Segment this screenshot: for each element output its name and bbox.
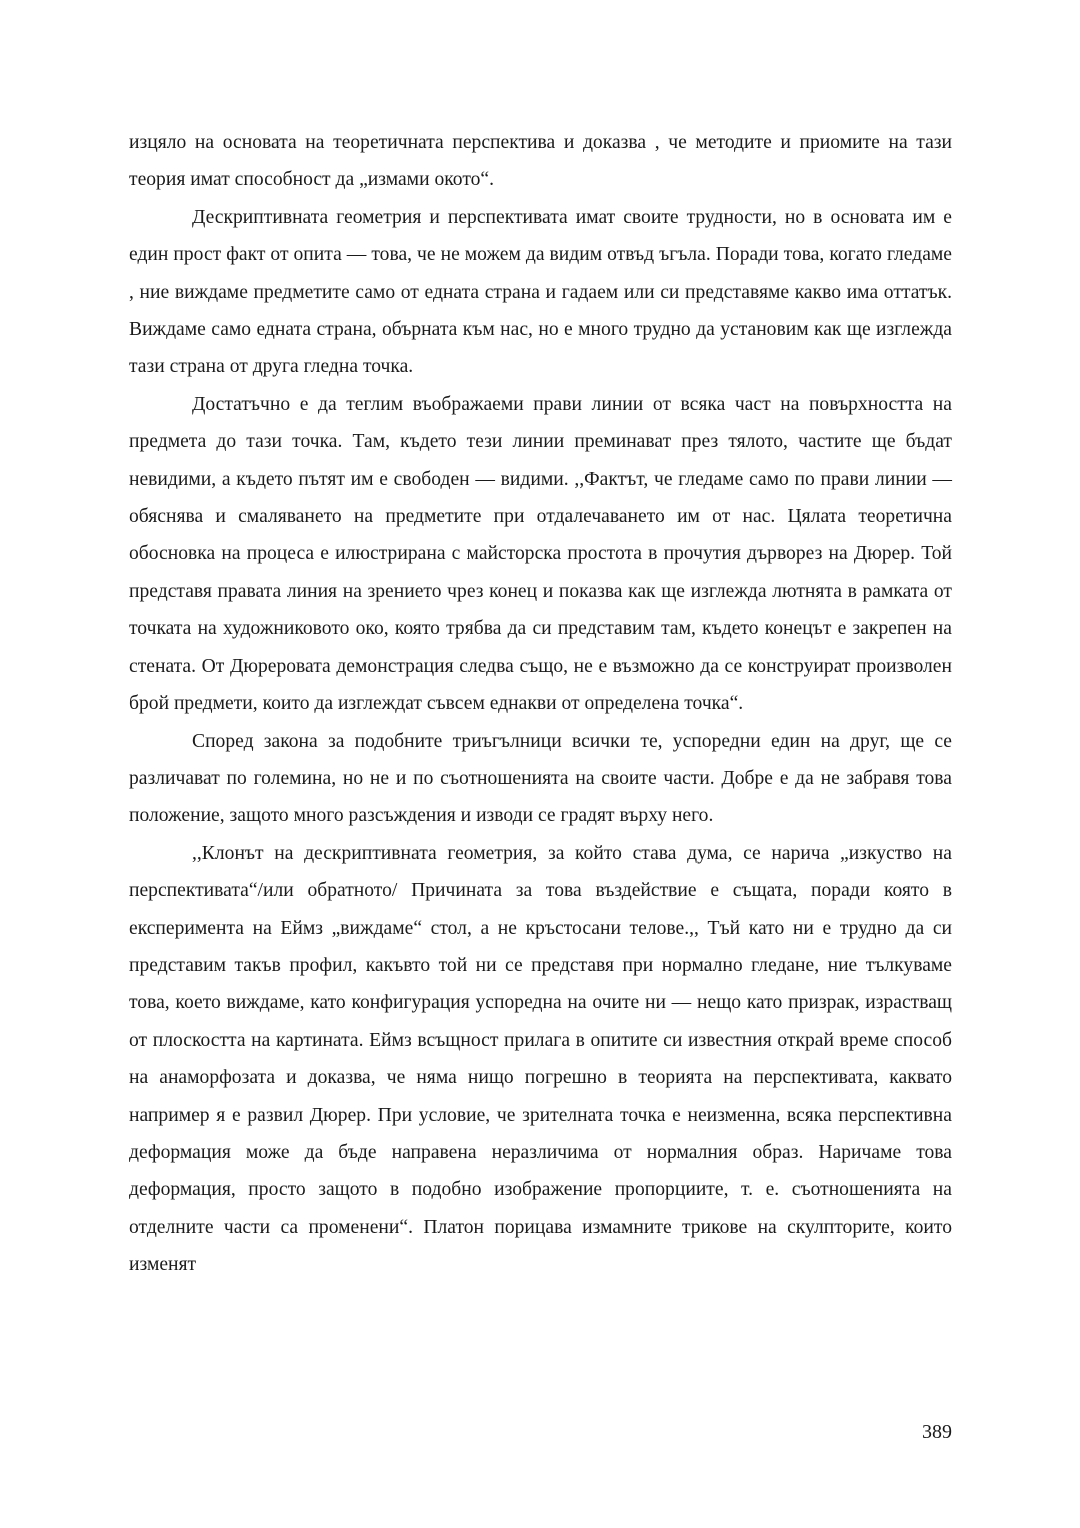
paragraph-imaginary-lines: Достатъчно е да теглим въображаеми прави линии от всяка част на повърхността на предмета до тази точка. Там, където тези линии преминават през тялото, частите ще бъдат невидими, а където пътят им е свободен — видими. ,,Фактът, че гледаме само по прави линии — обяснява и смаляването на предметите при отдалечаването им от нас. Цялата теоретична обосновка на процеса е илюстрирана с майсторска простота в прочутия дърворез на Дюрер. Той представя правата линия на зрението чрез конец и показва как ще изглежда лютнята в рамката от точката на художниковото око, която трябва да си представим там, където конецът е закрепен на стената. От Дюреровата демонстрация следва също, не е възможно да се конструират произволен брой предмети, които да изглеждат съвсем еднакви от определена точка“.: [129, 393, 952, 715]
page-number: 389: [922, 1421, 952, 1443]
paragraph-art-of-perspective: ,,Клонът на дескриптивната геометрия, за който става дума, се нарича „изкуство на перспективата“/или обратното/ Причината за това въздействие е същата, поради която в експеримента на Еймз „виждаме“ стол, а не кръстосани телове.,, Тъй като ни е трудно да си представим такъв профил, какъвто той ни се представя при нормално гледане, ние тълкуваме това, което виждаме, като конфигурация успоредна на очите ни — нещо като призрак, израстващ от плоскостта на картината. Еймз всъщност прилага в опитите си известния открай време способ на анаморфозата и доказва, че няма нищо погрешно в теорията на перспективата, каквато например я е развил Дюрер. При условие, че зрителната точка е неизменна, всяка перспективна деформация може да бъде направена неразличима от нормалния образ. Наричаме това деформация, просто защото в подобно изображение пропорциите, т. е. съотношенията на отделните части са променени“. Платон порицава измамните трикове на скулпторите, които изменят: [129, 842, 952, 1276]
paragraph-continuation: изцяло на основата на теоретичната перспектива и доказва , че методите и приомите на тази теория имат способност да „измами окото“.: [129, 132, 952, 191]
paragraph-descriptive-geometry: Дескриптивната геометрия и перспективата имат своите трудности, но в основата им е един прост факт от опита — това, че не можем да видим отвъд ъгъла. Поради това, когато гледаме , ние виждаме предметите само от едната страна и гадаем или си представяме какво има оттатък. Виждаме само едната страна, обърната към нас, но е много трудно да установим как ще изглежда тази страна от друга гледна точка.: [129, 206, 952, 378]
body-text: [129, 124, 952, 1284]
paragraph-similar-triangles: Според закона за подобните триъгълници всички те, успоредни един на друг, ще се различават по големина, но не и по съотношенията на своите части. Добре е да не забравя това положение, защото много разсъждения и изводи се градят върху него.: [129, 730, 952, 827]
